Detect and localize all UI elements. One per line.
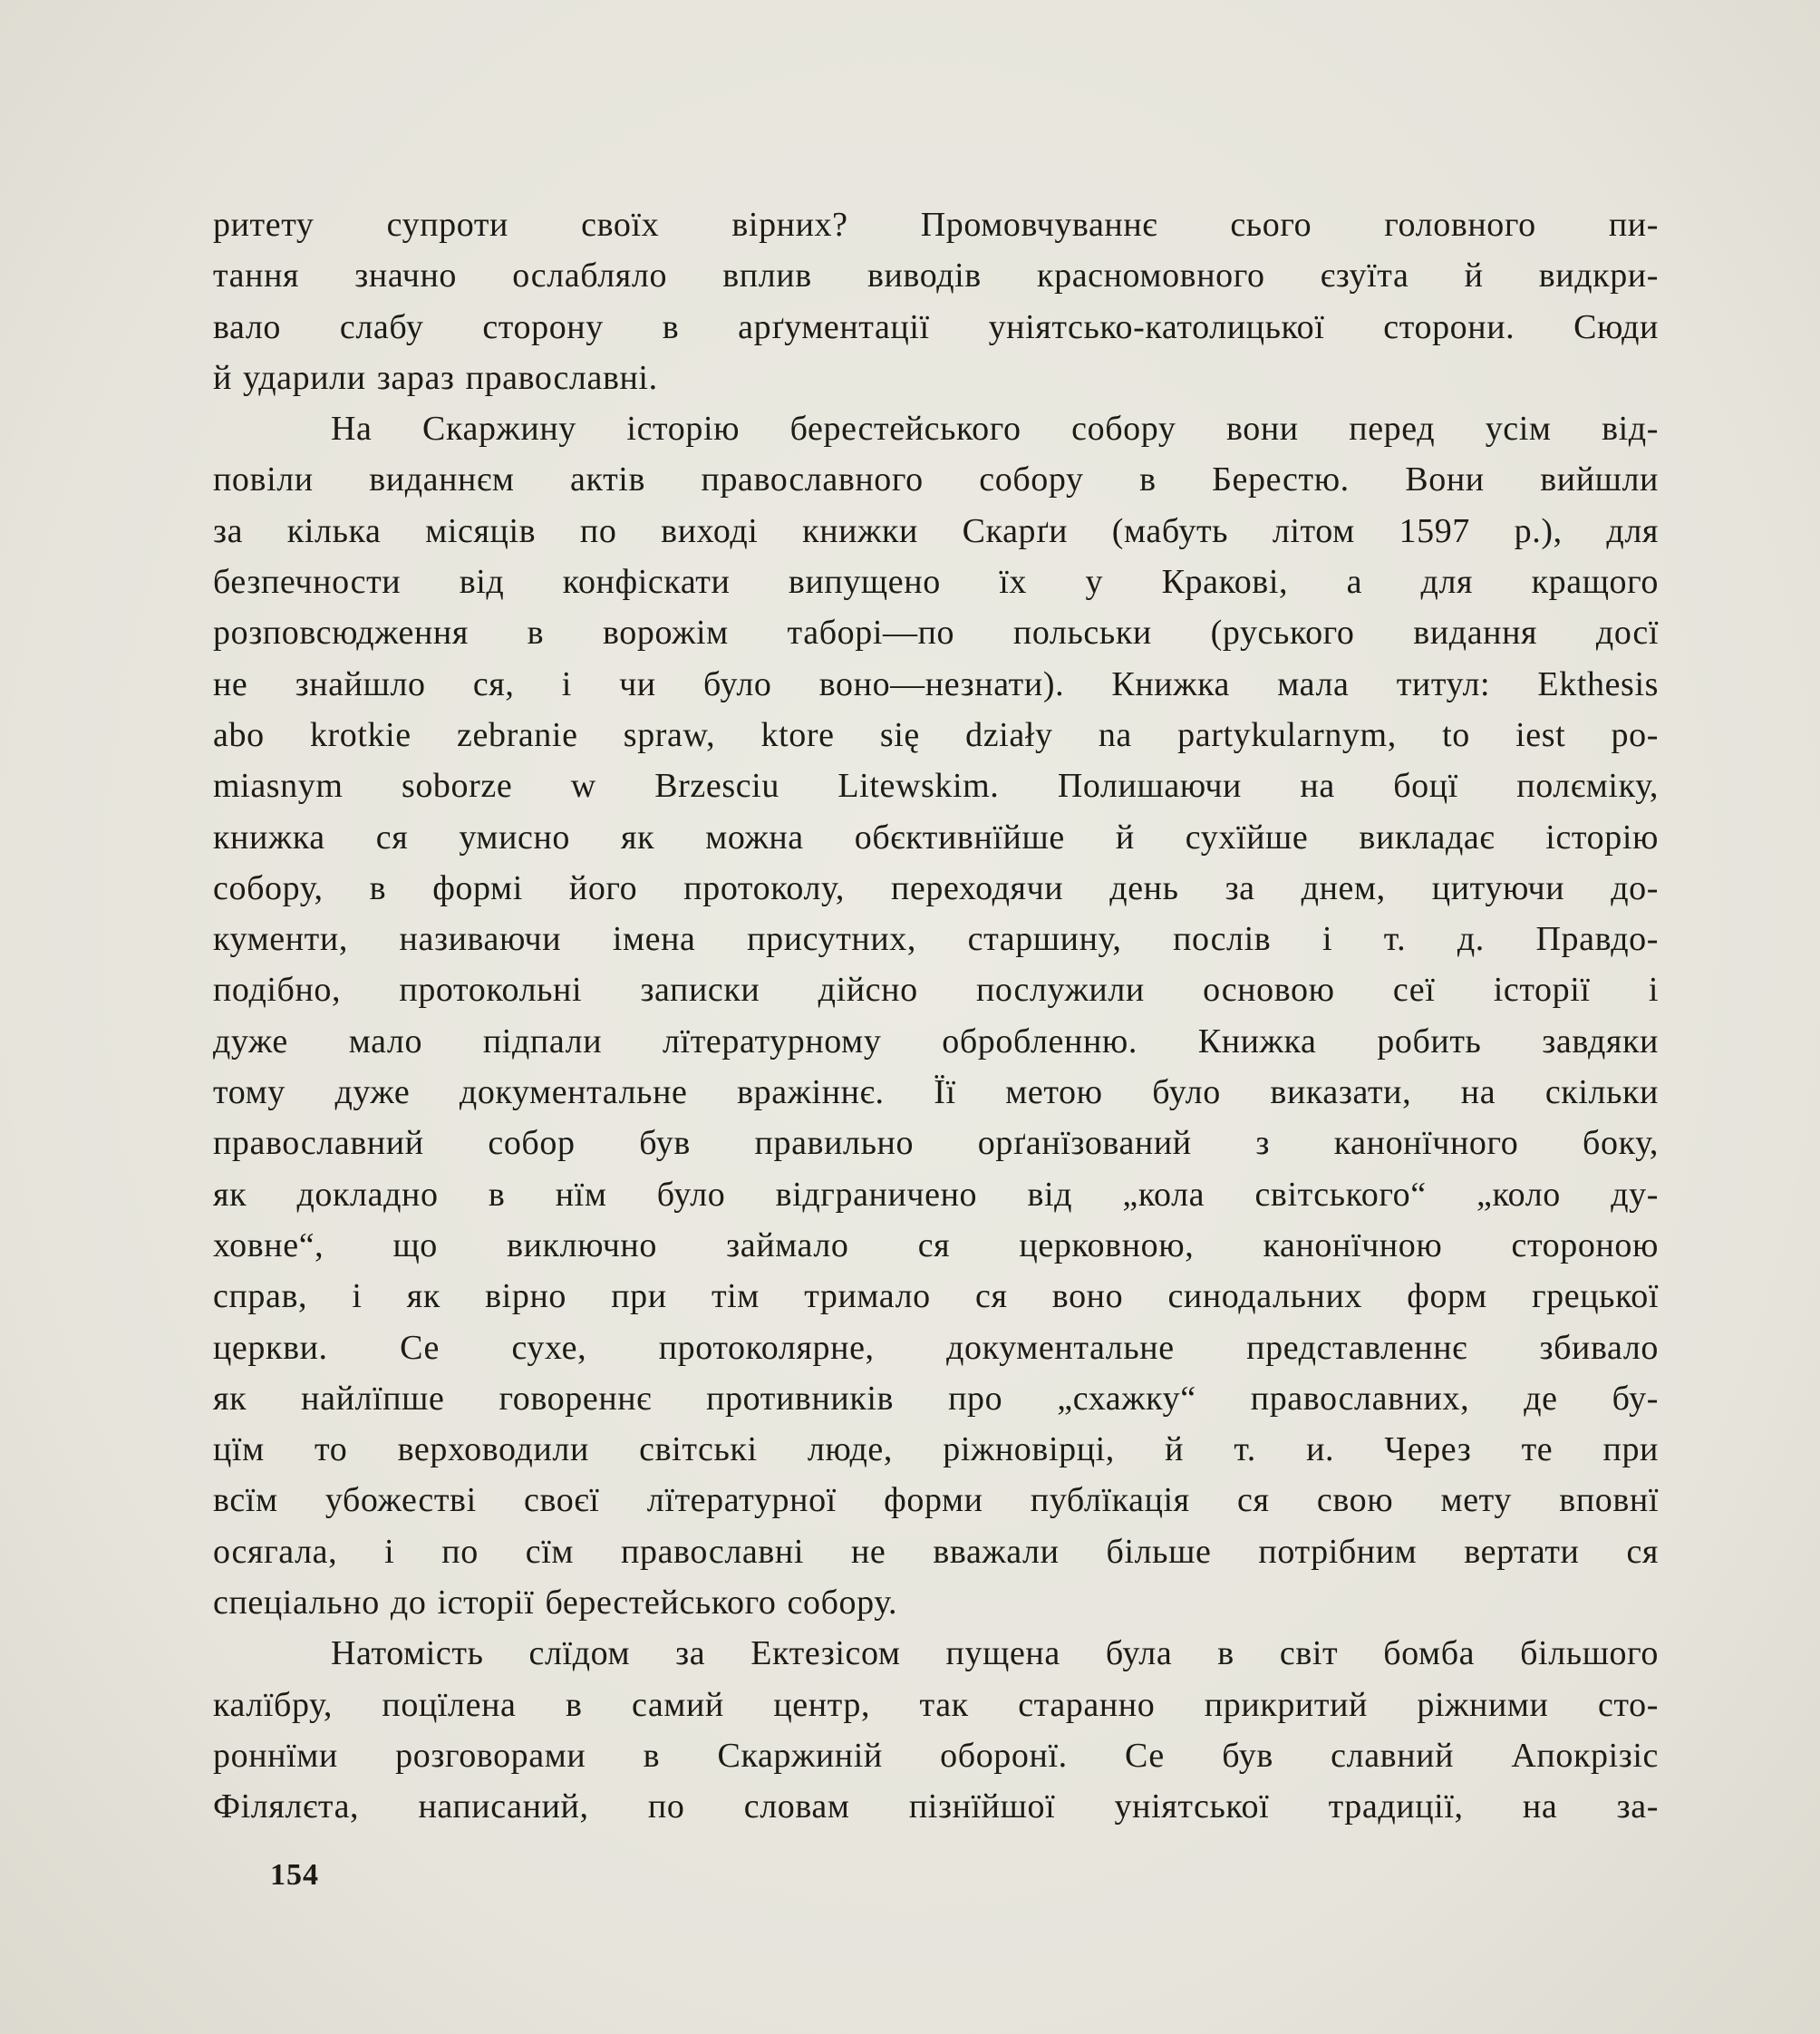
text-line: як докладно в нїм було відграничено від „кола світського“ „коло ду- <box>213 1175 1659 1214</box>
text-line: калїбру, поцїлена в самий центр, так старанно прикритий ріжними сто- <box>213 1685 1659 1724</box>
paragraph-start-line: На Скаржину історію берестейського собору вони перед усім від- <box>331 410 1659 449</box>
text-line: роннїми розговорами в Скаржиній оборонї. Се був славний Апокрізіс <box>213 1736 1659 1775</box>
text-line: розповсюдження в ворожім таборі—по польськи (руського видання досї <box>213 614 1659 653</box>
page-number: 154 <box>270 1858 319 1892</box>
text-line: осягала, і по сїм православні не вважали більше потрібним вертати ся <box>213 1532 1659 1571</box>
text-line: справ, і як вірно при тім тримало ся воно синодальних форм грецької <box>213 1277 1659 1316</box>
text-line: Філялєта, написаний, по словам пізнїйшої уніятської традиції, на за- <box>213 1787 1659 1826</box>
text-line: спеціально до історії берестейського собору. <box>213 1584 898 1622</box>
body-text <box>213 199 1659 1833</box>
text-line: й ударили зараз православні. <box>213 358 658 397</box>
text-line: тання значно ослабляло вплив виводів красномовного єзуїта й видкри- <box>213 257 1659 295</box>
text-line: православний собор був правильно орґанїзований з канонїчного боку, <box>213 1124 1659 1163</box>
text-line: abo krotkie zebranie spraw, ktore się działy na partykularnym, to iest po- <box>213 715 1659 754</box>
text-line: не знайшло ся, і чи було воно—незнати). Книжка мала титул: Ekthesis <box>213 664 1659 703</box>
text-line: цїм то верховодили світські люде, ріжновірці, й т. и. Через те при <box>213 1430 1659 1469</box>
text-line: всїм убожестві своєї лїтературної форми публїкація ся свою мету вповнї <box>213 1481 1659 1520</box>
text-line: дуже мало підпали лїтературному обробленню. Книжка робить завдяки <box>213 1022 1659 1061</box>
text-line: miasnym soborze w Brzesciu Litewskim. Полишаючи на боцї полєміку, <box>213 767 1659 806</box>
text-line: повіли виданнєм актів православного собору в Берестю. Вони вийшли <box>213 460 1659 499</box>
text-line: тому дуже документальне вражіннє. Її метою було виказати, на скільки <box>213 1073 1659 1112</box>
text-line: церкви. Се сухе, протоколярне, документальне представленнє збивало <box>213 1328 1659 1367</box>
paragraph-start-line: Натомість слїдом за Ектезісом пущена була в світ бомба більшого <box>331 1634 1659 1673</box>
text-line: ритету супроти своїх вірних? Промовчуваннє сього головного пи- <box>213 206 1659 244</box>
text-line: безпечности від конфіскати випущено їх у Кракові, а для кращого <box>213 563 1659 602</box>
text-line: кументи, називаючи імена присутних, старшину, послів і т. д. Правдо- <box>213 920 1659 959</box>
text-line: як найлїпше говореннє противників про „схажку“ православних, де бу- <box>213 1379 1659 1418</box>
text-line: вало слабу сторону в арґументації уніятсько-католицької сторони. Сюди <box>213 307 1659 346</box>
text-line: за кілька місяців по виході книжки Скарґи (мабуть літом 1597 р.), для <box>213 511 1659 550</box>
text-line: собору, в формі його протоколу, переходячи день за днем, цитуючи до- <box>213 868 1659 907</box>
text-line: книжка ся умисно як можна обєктивнїйше й сухїйше викладає історію <box>213 818 1659 857</box>
text-line: ховне“, що виключно займало ся церковною, канонїчною стороною <box>213 1225 1659 1264</box>
text-line: подібно, протокольні записки дійсно послужили основою сеї історії і <box>213 971 1659 1010</box>
